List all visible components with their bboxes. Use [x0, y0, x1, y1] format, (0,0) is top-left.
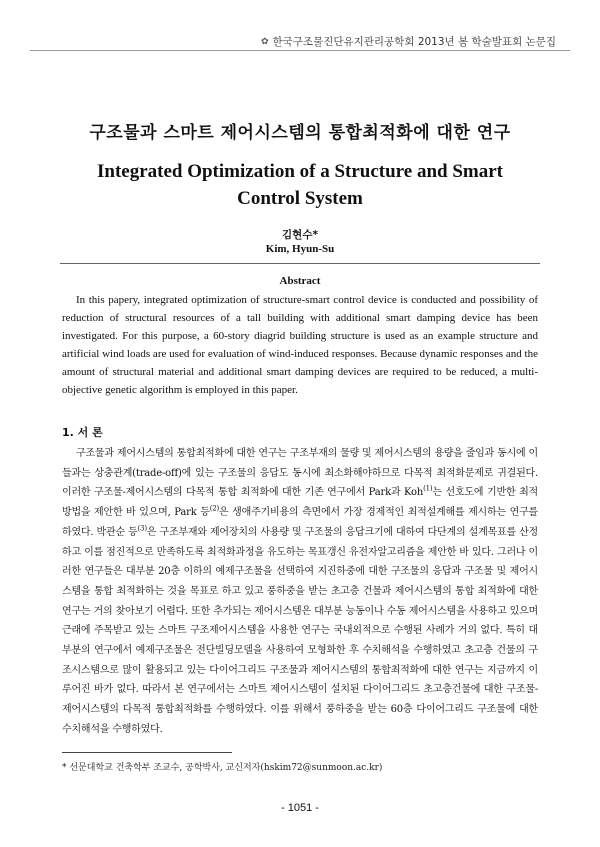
page-number: - 1051 -	[281, 802, 319, 814]
abstract-text: In this papery, integrated optimization of structure-smart control device is conducted and possibility of reduction of structural resources of a tall building with additional smart damping device has been investigated. For this purpose, a 60-story diagrid building structure is used as an example structure and artificial wind loads are used for evaluation of wind-induced responses. Because dynamic responses and the amount of structural material and additional smart damping devices are required to be reduced, a multi-objective genetic algorithm is employed in this paper.	[62, 294, 538, 396]
journal-header	[261, 34, 556, 49]
intro-text-part: 구조물과 제어시스템의 통합최적화에 대한 연구는 구조부재의 물량 및 제어시스템의 용량을 줄임과 동시에 이들과는 상충관계(trade-off)에 있는 구조물의 응답도 동시에 최소화해야하므로 다목적 최적화문제로 귀결된다. 이러한 구조물-제어시스템의 다목적 통합 최적화에 대한 기존 연구에서 Park과 Koh	[62, 448, 538, 499]
title-korean: 구조물과 스마트 제어시스템의 통합최적화에 대한 연구	[89, 123, 511, 143]
introduction-paragraph	[62, 444, 538, 740]
intro-text-part: 은 구조부재와 제어장치의 사용량 및 구조물의 응답크기에 대하여 다단계의 설계목표를 산정하고 이를 점진적으로 만족하도록 최적화과정을 유도하는 목표갱신 유전자알고리즘을 제안한 바 있다. 그러나 이러한 연구들은 대부분 20층 이하의 예제구조물을 선택하여 지진하중에 대한 구조물의 응답과 구조물 및 제어시스템을 통합 최적화하는 것을 목표로 하고 있고 풍하중을 받는 초고층 건물과 제어시스템의 통합 최적화에 대한 연구는 거의 찾아보기 어렵다. 또한 추가되는 제어시스템은 대부분 능동이나 수동 제어시스템을 사용하고 있으며 근래에 주목받고 있는 스마트 구조제어시스템을 사용한 연구는 국내외적으로 수행된 사례가 거의 없다. 특히 대부분의 연구에서 예제구조물은 전단빌딩모델을 사용하여 모형화한 후 수치해석을 수행하였고 초고층 건물의 구조시스템으로 많이 활용되고 있는 다이어그리드 구조물과 제어시스템의 통합최적화에 대한 연구는 지금까지 이루어진 바가 없다. 따라서 본 연구에서는 스마트 제어시스템이 설치된 다이어그리드 초고층건물에 대한 구조물-제어시스템의 다목적 통합최적화를 수행하였다. 이를 위해서 풍하중을 받는 60층 다이어그리드 구조물에 대한 수치해석을 수행하였다.	[62, 526, 538, 735]
section-heading-introduction: 1. 서 론	[62, 426, 103, 439]
journal-header-text: 한국구조물진단유지관리공학회 2013년 봄 학술발표회 논문집	[272, 36, 556, 48]
flower-mark-icon: ✿	[260, 36, 269, 47]
footnote-divider	[62, 752, 232, 753]
title-english: Integrated Optimization of a Structure and Smart Control System	[96, 161, 503, 209]
header-divider	[30, 50, 570, 51]
citation-ref: (2)	[209, 504, 220, 513]
author-korean: 김현수*	[282, 229, 318, 241]
intro-text-part: 는 선호도에 기반한 최적 방법을 제안한 바 있으며, Park 등	[62, 487, 538, 519]
author-footnote: * 선문대학교 건축학부 조교수, 공학박사, 교신저자(hskim72@sunmoon.ac.kr)	[62, 763, 383, 773]
abstract-heading: Abstract	[279, 275, 321, 287]
citation-ref: (1)	[423, 485, 433, 494]
author-english: Kim, Hyun-Su	[265, 243, 335, 255]
intro-text-part: 은 생애주기비용의 측면에서 가장 경제적인 최적설계해를 제시하는 연구를 하였다. 박관순 등	[62, 507, 538, 538]
abstract-divider	[60, 263, 540, 264]
citation-ref: (3)	[137, 524, 147, 533]
